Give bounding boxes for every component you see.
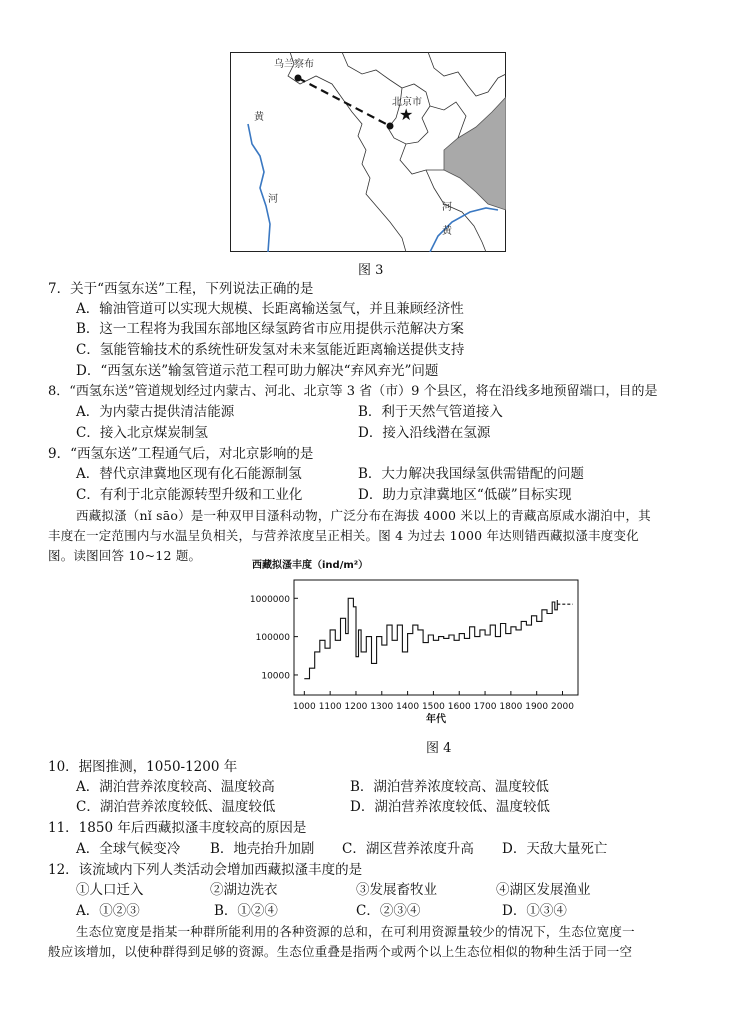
huang-right-label: 黄 xyxy=(442,226,452,237)
x-tick-label: 1200 xyxy=(344,702,368,712)
y-tick-label: 1000000 xyxy=(250,594,290,605)
x-tick-label: 2000 xyxy=(551,702,574,712)
x-tick-label: 1300 xyxy=(370,702,394,712)
abundance-series-line xyxy=(304,598,557,678)
passage1-line3: 图。读图回答 10~12 题。 xyxy=(48,548,202,563)
q11-option-a: A．全球气候变冷 xyxy=(76,841,181,857)
q10-option-c: C．湖泊营养浓度较低、温度较低 xyxy=(76,799,276,815)
q12-item-3: ③发展畜牧业 xyxy=(356,882,437,898)
q9-option-a: A．替代京津冀地区现有化石能源制氢 xyxy=(76,466,302,482)
figure3-caption: 图 3 xyxy=(358,263,384,278)
q12-item-4: ④湖区发展渔业 xyxy=(496,882,591,898)
q7-option-b: B．这一工程将为我国东部地区绿氢跨省市应用提供示范解决方案 xyxy=(76,321,464,337)
y-tick-label: 100000 xyxy=(255,633,290,644)
plot-frame xyxy=(294,580,578,695)
q7-option-d: D．“西氢东送”输氢管道示范工程可助力解决“弃风弃光”问题 xyxy=(76,363,439,379)
passage2-line1: 生态位宽度是指某一种群所能利用的各种资源的总和，在可利用资源量较少的情况下，生态位宽度一 xyxy=(76,924,635,939)
q8-option-d: D．接入沿线潜在氢源 xyxy=(358,425,491,441)
q11-option-b: B．地壳抬升加剧 xyxy=(210,841,315,857)
q12-option-c: C．②③④ xyxy=(356,903,421,919)
q8-option-b: B．利于天然气管道接入 xyxy=(358,404,503,420)
huang-left-label: 黄 xyxy=(254,112,264,123)
q8-option-a: A．为内蒙古提供清洁能源 xyxy=(76,404,235,420)
he-left-label: 河 xyxy=(268,194,278,205)
y-tick-label: 10000 xyxy=(261,671,290,682)
he-right-label: 河 xyxy=(442,202,452,213)
q7-option-a: A．输油管道可以实现大规模、长距离输送氢气，并且兼顾经济性 xyxy=(76,301,464,317)
q10-option-a: A．湖泊营养浓度较高、温度较高 xyxy=(76,779,275,795)
x-tick-label: 1600 xyxy=(447,702,471,712)
q7-stem: 7．关于“西氢东送”工程，下列说法正确的是 xyxy=(48,281,314,297)
q11-stem: 11．1850 年后西藏拟溞丰度较高的原因是 xyxy=(48,820,307,836)
q8-option-c: C．接入北京煤炭制氢 xyxy=(76,425,208,441)
x-tick-label: 1400 xyxy=(396,702,420,712)
x-tick-label: 1100 xyxy=(318,702,342,712)
q10-option-d: D．湖泊营养浓度较低、温度较低 xyxy=(350,799,550,815)
x-tick-label: 1700 xyxy=(473,702,497,712)
q7-option-c: C．氢能管输技术的系统性研发氢对未来氢能近距离输送提供支持 xyxy=(76,342,465,358)
q12-stem: 12．该流域内下列人类活动会增加西藏拟溞丰度的是 xyxy=(48,862,363,878)
passage1-line1: 西藏拟溞（nǐ sāo）是一种双甲目溞科动物，广泛分布在海拔 4000 米以上的青藏高原咸水湖泊中，其 xyxy=(76,508,651,523)
q12-option-d: D．①③④ xyxy=(502,903,567,919)
q12-item-1: ①人口迁入 xyxy=(76,882,144,898)
q8-stem: 8．“西氢东送”管道规划经过内蒙古、河北、北京等 3 省（市）9 个县区，将在沿线多地预留端口，目的是 xyxy=(48,384,658,399)
q10-option-b: B．湖泊营养浓度较高、温度较低 xyxy=(350,779,549,795)
q11-option-d: D．天敌大量死亡 xyxy=(502,841,608,857)
q12-item-2: ②湖边洗衣 xyxy=(210,882,278,898)
q9-option-b: B．大力解决我国绿氢供需错配的问题 xyxy=(358,466,584,482)
passage2-line2: 般应该增加，以使种群得到足够的资源。生态位重叠是指两个或两个以上生态位相似的物种生活于同一空 xyxy=(48,944,633,959)
passage1-line2: 丰度在一定范围内与水温呈负相关，与营养浓度呈正相关。图 4 为过去 1000 年达则错西藏拟溞丰度变化 xyxy=(48,528,639,543)
x-tick-label: 1800 xyxy=(499,702,523,712)
q10-stem: 10．据图推测，1050-1200 年 xyxy=(48,759,238,775)
q9-option-c: C．有利于北京能源转型升级和工业化 xyxy=(76,487,303,503)
x-axis-label: 年代 xyxy=(426,714,446,725)
q11-option-c: C．湖区营养浓度升高 xyxy=(342,841,474,857)
figure4-caption: 图 4 xyxy=(426,741,452,756)
x-tick-label: 1000 xyxy=(292,702,316,712)
figure4-chart xyxy=(250,555,600,735)
x-tick-label: 1900 xyxy=(525,702,549,712)
q12-option-a: A．①②③ xyxy=(76,903,140,919)
q9-stem: 9．“西氢东送”工程通气后，对北京影响的是 xyxy=(48,446,314,462)
figure3-map xyxy=(230,52,506,252)
x-tick-label: 1500 xyxy=(421,702,445,712)
chart-title: 西藏拟溞丰度（ind/m²） xyxy=(252,560,369,571)
star-icon: ★ xyxy=(399,105,414,124)
beijing-point xyxy=(387,123,394,130)
beijing-label: 北京市 xyxy=(392,97,422,108)
ulanqab-point xyxy=(295,75,302,82)
q9-option-d: D．助力京津冀地区“低碳”目标实现 xyxy=(358,487,572,503)
ulanqab-label: 乌兰察布 xyxy=(274,59,314,70)
q12-option-b: B．①②④ xyxy=(214,903,278,919)
